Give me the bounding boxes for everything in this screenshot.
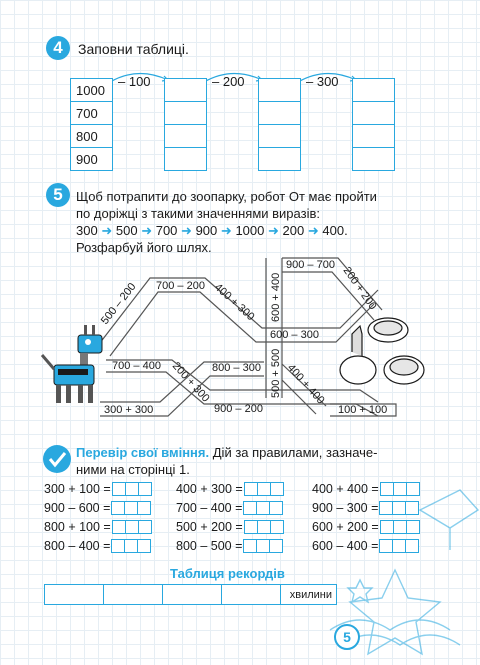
expr-row <box>44 482 151 496</box>
path-label: 300 + 300 <box>104 404 154 416</box>
page-number: 5 <box>334 624 360 650</box>
task-4-op-3: – 300 <box>306 74 339 89</box>
task-5-text-line1: Щоб потрапити до зоопарку, робот От має пройти <box>76 189 377 204</box>
check-icon <box>42 444 72 474</box>
expression: 400 + 300 = <box>176 482 243 496</box>
expression: 600 – 400 = <box>312 539 379 553</box>
expr-row <box>176 482 283 496</box>
expression: 900 – 600 = <box>44 501 111 515</box>
record-cell[interactable] <box>45 585 104 605</box>
answer-boxes[interactable] <box>243 501 282 515</box>
answer-cell[interactable] <box>165 102 207 125</box>
expr-row <box>176 501 282 515</box>
arrow-right-icon: ➜ <box>307 223 319 238</box>
path-label: 400 + 300 <box>211 281 257 324</box>
record-cell[interactable] <box>222 585 281 605</box>
task-4-table-2 <box>164 78 207 171</box>
expression: 800 – 400 = <box>44 539 111 553</box>
expr-row <box>44 501 150 515</box>
arrow-right-icon: ➜ <box>141 223 153 238</box>
seq-value: 900 <box>195 223 218 238</box>
records-title: Таблиця рекордів <box>170 566 285 581</box>
task-5-text-line4: Розфарбуй його шлях. <box>76 240 212 255</box>
answer-cell[interactable] <box>259 102 301 125</box>
start-value: 1000 <box>71 79 113 102</box>
answer-cell[interactable] <box>259 79 301 102</box>
path-label: 200 + 300 <box>169 359 212 405</box>
seq-value: 200 <box>282 223 305 238</box>
expr-row <box>312 482 419 496</box>
answer-boxes[interactable] <box>379 501 418 515</box>
records-table <box>44 584 337 605</box>
path-label: 900 – 700 <box>286 259 335 271</box>
check-text-line2: ними на сторінці 1. <box>76 462 190 477</box>
seq-value: 500 <box>115 223 138 238</box>
task-4-number: 4 <box>46 36 70 60</box>
expr-row <box>176 539 282 553</box>
check-rule: Дій за правилами, зазначе- <box>212 445 378 460</box>
path-label: 600 + 400 <box>270 272 282 322</box>
answer-cell[interactable] <box>259 125 301 148</box>
answer-boxes[interactable] <box>243 539 282 553</box>
expr-row <box>312 520 419 534</box>
expression: 800 + 100 = <box>44 520 111 534</box>
answer-boxes[interactable] <box>111 539 150 553</box>
answer-boxes[interactable] <box>380 482 419 496</box>
path-label: 200 + 200 <box>340 264 379 313</box>
arrow-right-icon: ➜ <box>220 223 232 238</box>
task-4-table-3 <box>258 78 301 171</box>
path-label: 600 – 300 <box>270 329 319 341</box>
zoo-icon <box>338 312 428 392</box>
expression: 300 + 100 = <box>44 482 111 496</box>
expr-row <box>312 539 418 553</box>
record-cell[interactable] <box>163 585 222 605</box>
arrow-right-icon: ➜ <box>181 223 192 238</box>
answer-cell[interactable] <box>353 102 395 125</box>
record-cell[interactable] <box>104 585 163 605</box>
answer-cell[interactable] <box>165 79 207 102</box>
check-title: Перевір свої вміння. <box>76 445 210 460</box>
start-value: 700 <box>71 102 113 125</box>
task-4-op-1: – 100 <box>118 74 151 89</box>
answer-boxes[interactable] <box>380 520 419 534</box>
path-label: 500 – 200 <box>98 280 139 327</box>
answer-boxes[interactable] <box>111 501 150 515</box>
expr-row <box>312 501 418 515</box>
task-4-table-4 <box>352 78 395 171</box>
answer-cell[interactable] <box>353 125 395 148</box>
path-label: 400 + 400 <box>284 361 327 407</box>
seq-value: 400. <box>322 223 348 238</box>
path-label: 500 + 500 <box>270 348 282 398</box>
task-4-op-2: – 200 <box>212 74 245 89</box>
robot-icon <box>40 325 110 405</box>
expression: 600 + 200 = <box>312 520 379 534</box>
path-label: 100 + 100 <box>338 404 388 416</box>
expr-row <box>176 520 283 534</box>
expression: 900 – 300 = <box>312 501 379 515</box>
path-label: 700 – 400 <box>112 360 161 372</box>
check-text-line1 <box>76 445 377 461</box>
record-unit: хвилини <box>281 585 337 605</box>
start-value: 800 <box>71 125 113 148</box>
task-4-instruction: Заповни таблиці. <box>78 41 189 57</box>
task-5-number: 5 <box>46 183 70 207</box>
seq-value: 1000 <box>235 223 265 238</box>
star-decoration-icon <box>300 470 480 660</box>
expr-row <box>44 520 151 534</box>
task-5-sequence <box>76 223 348 239</box>
seq-value: 300 <box>76 223 98 238</box>
expr-row <box>44 539 150 553</box>
path-label: 800 – 300 <box>212 362 261 374</box>
answer-boxes[interactable] <box>379 539 418 553</box>
path-label: 700 – 200 <box>156 280 205 292</box>
answer-cell[interactable] <box>353 148 395 171</box>
expression: 800 – 500 = <box>176 539 243 553</box>
answer-cell[interactable] <box>165 125 207 148</box>
task-4-table-1 <box>70 78 113 171</box>
expression: 400 + 400 = <box>312 482 379 496</box>
answer-cell[interactable] <box>165 148 207 171</box>
expression: 500 + 200 = <box>176 520 243 534</box>
answer-cell[interactable] <box>353 79 395 102</box>
start-value: 900 <box>71 148 113 171</box>
expression: 700 – 400 = <box>176 501 243 515</box>
seq-value: 700 <box>155 223 178 238</box>
answer-boxes[interactable] <box>244 482 283 496</box>
answer-cell[interactable] <box>259 148 301 171</box>
arrow-right-icon: ➜ <box>267 223 279 238</box>
answer-boxes[interactable] <box>244 520 283 534</box>
answer-boxes[interactable] <box>112 482 151 496</box>
answer-boxes[interactable] <box>112 520 151 534</box>
path-label: 900 – 200 <box>214 403 263 415</box>
arrow-right-icon: ➜ <box>101 223 113 238</box>
task-5-text-line2: по доріжці з такими значеннями виразів: <box>76 206 320 221</box>
